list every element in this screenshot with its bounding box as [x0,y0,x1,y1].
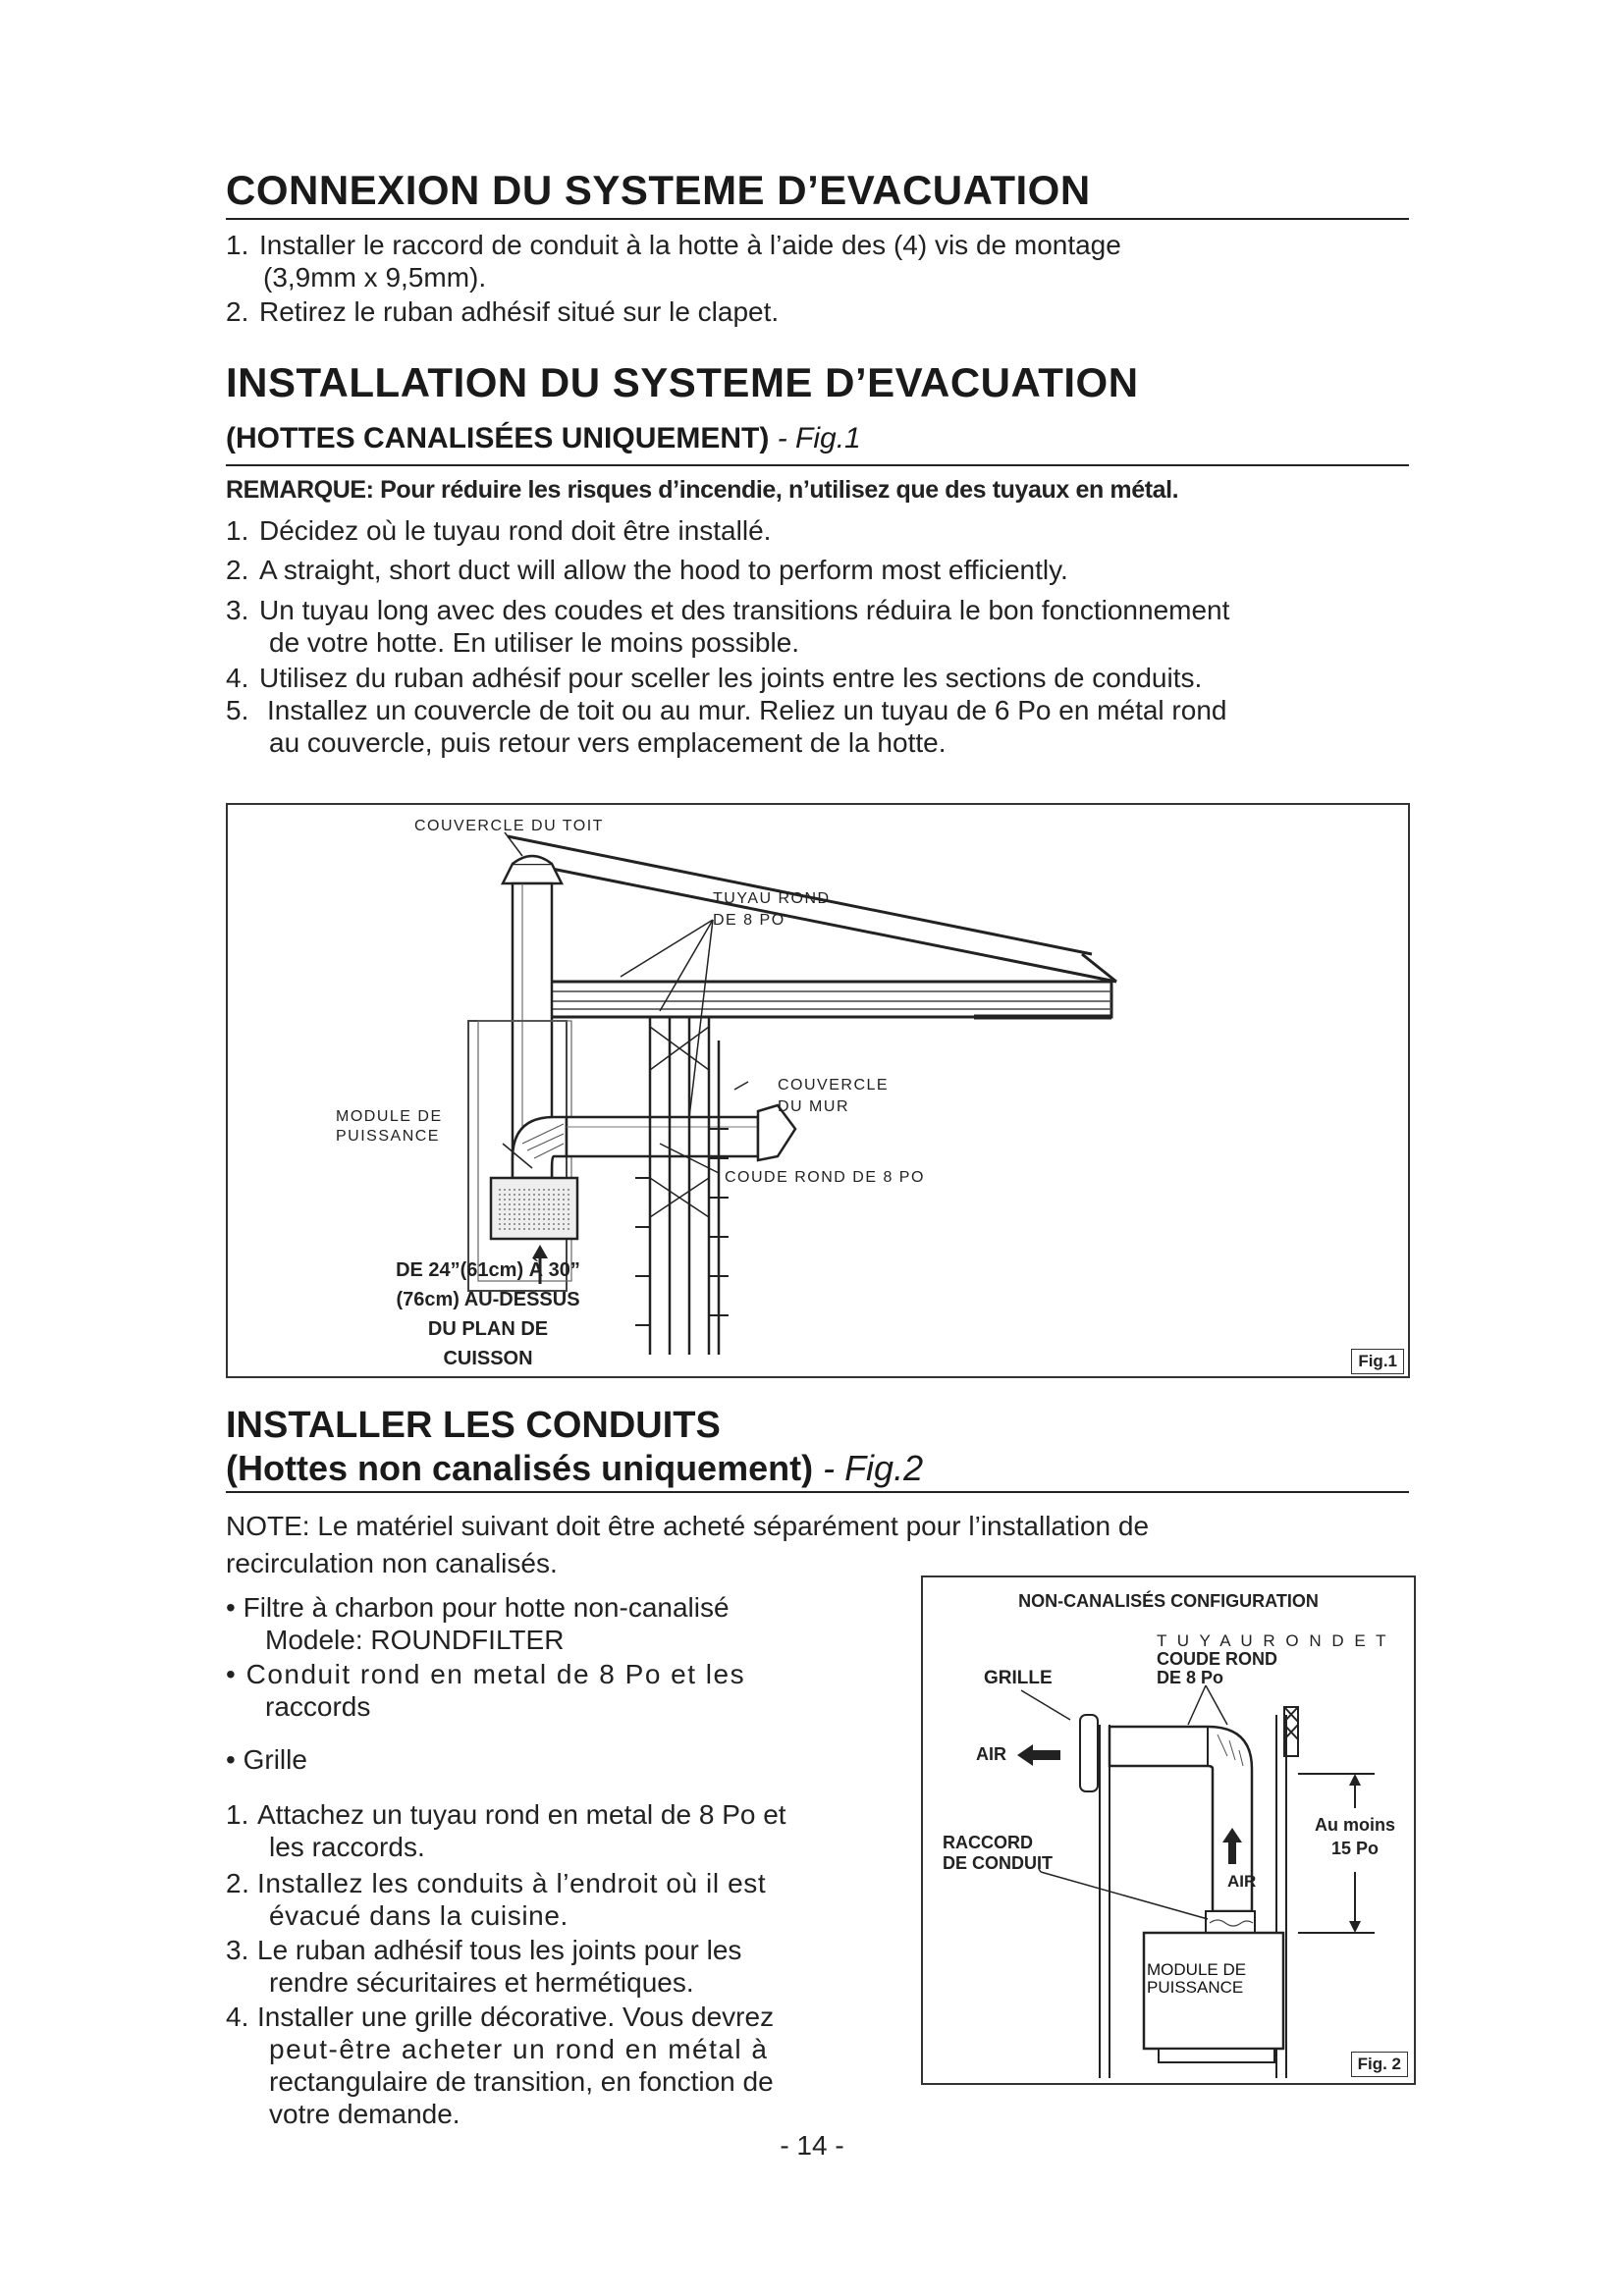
step-2-1: 1. Décidez où le tuyau rond doit être installé. [226,515,772,546]
step-1-1: 1. Installer le raccord de conduit à la hotte à l’aide des (4) vis de montage (3,9mm x 9,5mm). [226,230,1121,293]
step-3-4: 4. Installer une grille décorative. Vous devrez peut-être acheter un rond en métal à rectangulaire de transition, en fonction de votre demande. [226,2002,775,2129]
label-height-line3: DU PLAN DE [427,1318,549,1340]
section-divider [226,1491,1409,1493]
section-subtitle-ducted: (HOTTES CANALISÉES UNIQUEMENT) - Fig.1 [226,422,861,454]
step-1-2: 2. Retirez le ruban adhésif situé sur le clapet. [226,296,780,327]
label-power-module-line2: PUISSANCE [336,1128,440,1145]
label-height-line4: CUISSON [443,1348,533,1369]
label-adapter-line1: RACCORD [943,1833,1033,1852]
bullet-filter: • Filtre à charbon pour hotte non-canalisé Modele: ROUNDFILTER [226,1592,730,1655]
label-module-line2: PUISSANCE [1147,1978,1244,1997]
bullet-duct: • Conduit rond en metal de 8 Po et les raccords [226,1659,746,1722]
note-materials: NOTE: Le matériel suivant doit être acheté séparément pour l’installation de recirculation non canalisés. [226,1511,1150,1578]
figure-1-tag: Fig.1 [1351,1349,1404,1374]
section-subtitle-non-ducted: (Hottes non canalisés uniquement) - Fig.2 [226,1448,924,1488]
label-height-line2: (76cm) AU-DESSUS [396,1289,580,1310]
label-power-module-line1: MODULE DE [336,1108,443,1125]
label-round-duct-line1: TUYAU ROND [713,890,831,907]
label-duct-line1: T U Y A U R O N D E T [1157,1631,1389,1650]
label-duct-line2: COUDE ROND [1157,1649,1278,1669]
label-module-line1: MODULE DE [1147,1960,1247,1979]
section-divider [226,464,1409,466]
figure-2-diagram [923,1577,1414,2083]
page-number: - 14 - [780,2130,844,2161]
step-2-5: 5. Installez un couvercle de toit ou au mur. Reliez un tuyau de 6 Po en métal rond au couvercle, puis retour vers emplacement de la hotte. [226,695,1227,758]
label-minimum-line1: Au moins [1314,1815,1396,1835]
remark-warning: REMARQUE: Pour réduire les risques d’incendie, n’utilisez que des tuyaux en métal. [226,476,1179,504]
label-adapter-line2: DE CONDUIT [943,1853,1053,1873]
label-height-line1: DE 24”(61cm) À 30” [396,1259,580,1281]
label-elbow: COUDE ROND DE 8 PO [725,1169,925,1186]
label-wall-cap-line1: COUVERCLE [778,1077,890,1094]
figure-2-tag: Fig. 2 [1351,2052,1408,2077]
label-round-duct-line2: DE 8 PO [713,912,785,929]
step-2-3: 3. Un tuyau long avec des coudes et des transitions réduira le bon fonctionnement de votre hotte. En utiliser le moins possible. [226,595,1230,658]
step-3-2: 2. Installez les conduits à l’endroit où il est évacué dans la cuisine. [226,1868,767,1931]
section-title-install-ducts: INSTALLER LES CONDUITS [226,1405,721,1446]
section-title-exhaust-connection: CONNEXION DU SYSTEME D’EVACUATION [226,167,1091,213]
label-air-duct: AIR [1227,1872,1257,1891]
figure-1-diagram [228,805,1408,1376]
figure-2-title: NON-CANALISÉS CONFIGURATION [1018,1591,1319,1611]
section-title-exhaust-installation: INSTALLATION DU SYSTEME D’EVACUATION [226,359,1139,405]
step-2-4: 4. Utilisez du ruban adhésif pour sceller les joints entre les sections de conduits. [226,663,1203,693]
bullet-grille: • Grille [226,1744,307,1775]
label-air-left: AIR [976,1744,1006,1764]
figure-2-non-ducted-configuration [921,1575,1416,2085]
step-3-3: 3. Le ruban adhésif tous les joints pour les rendre sécuritaires et hermétiques. [226,1935,742,1998]
label-wall-cap-line2: DU MUR [778,1098,849,1115]
figure-1-ducted-installation [226,803,1410,1378]
label-duct-line3: DE 8 Po [1157,1668,1224,1687]
label-roof-cap: COUVERCLE DU TOIT [414,818,604,834]
section-divider [226,218,1409,220]
step-2-2: 2. A straight, short duct will allow the hood to perform most efficiently. [226,555,1068,585]
step-3-1: 1. Attachez un tuyau rond en metal de 8 Po et les raccords. [226,1799,786,1862]
label-grille: GRILLE [984,1668,1053,1688]
label-minimum-line2: 15 Po [1330,1839,1380,1858]
